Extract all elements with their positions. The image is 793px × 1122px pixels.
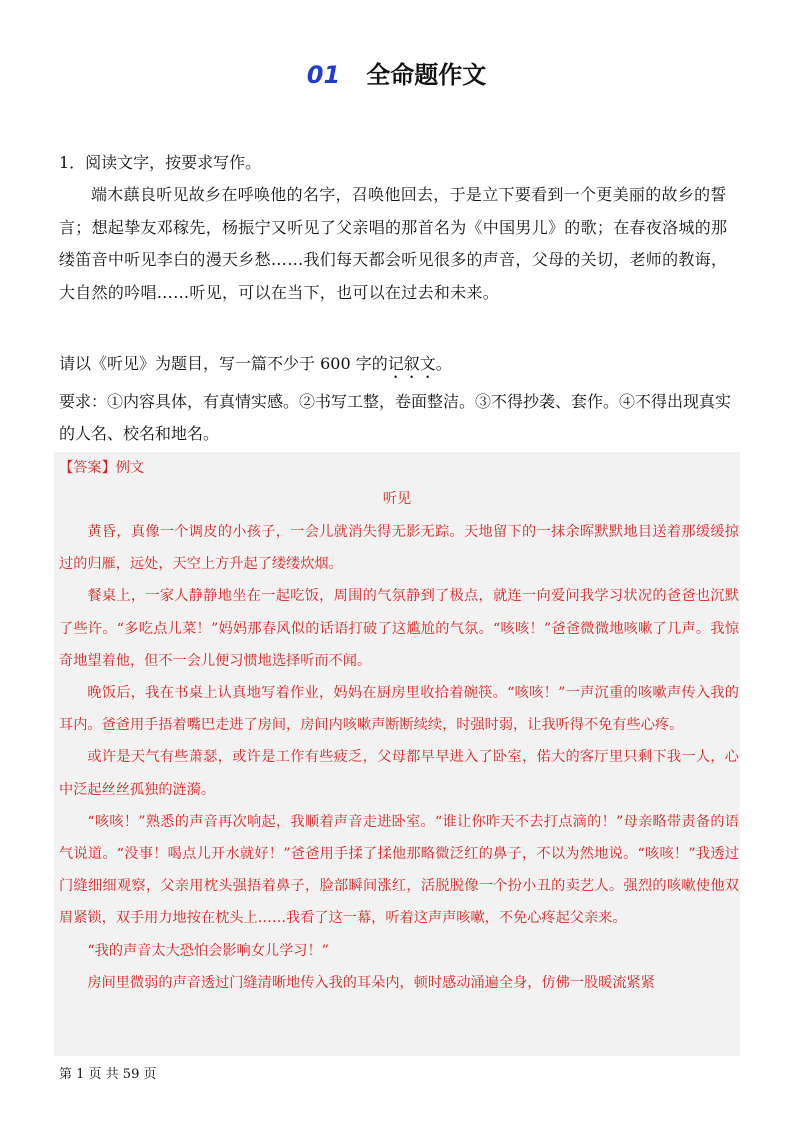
essay-title: 听见 xyxy=(382,491,412,507)
question-heading: 1．阅读文字，按要求写作。 xyxy=(59,153,262,172)
answer-box xyxy=(54,452,740,1056)
prompt-text: 请以《听见》为题目，写一篇不少于 600 字的 xyxy=(59,354,388,373)
essay-paragraph: 晚饭后，我在书桌上认真地写着作业，妈妈在厨房里收拾着碗筷。“咳咳！”一声沉重的咳嗽声传入我的耳内。爸爸用手捂着嘴巴走进了房间，房间内咳嗽声断断续续，时强时弱，让我听得不免有些心疼。 xyxy=(59,685,739,734)
essay-paragraph: “我的声音太大恐怕会影响女儿学习！” xyxy=(87,942,329,959)
essay-body xyxy=(59,516,739,999)
question-requirements: 要求：①内容具体，有真情实感。②书写工整，卷面整洁。③不得抄袭、套作。④不得出现真实的人名、校名和地名。 xyxy=(59,392,732,443)
answer-label: 【答案】例文 xyxy=(59,460,145,476)
question-prompt xyxy=(59,349,744,382)
page-title xyxy=(0,58,793,92)
title-number: 01 xyxy=(306,61,341,89)
question-passage: 端木蕻良听见故乡在呼唤他的名字，召唤他回去，于是立下要看到一个更美丽的故乡的誓言；想起挚友邓稼先，杨振宁又听见了父亲唱的那首名为《中国男儿》的歌；在春夜洛城的那缕笛音中听见李白的漫天乡愁……我们每天都会听见很多的声音，父母的关切，老师的教诲，大自然的吟唱……听见，可以在当下，也可以在过去和未来。 xyxy=(59,185,728,302)
essay-paragraph: “咳咳！”熟悉的声音再次响起，我顺着声音走进卧室。“谁让你昨天不去打点滴的！”母亲略带责备的语气说道。“没事！喝点儿开水就好！”爸爸用手揉了揉他那略微泛红的鼻子，不以为然地说。“咳咳！”我透过门缝细细观察，父亲用枕头强捂着鼻子，脸部瞬间涨红，活脱脱像一个扮小丑的卖艺人。强烈的咳嗽使他双眉紧锁，双手用力地按在枕头上……我看了这一幕，听着这声声咳嗽，不免心疼起父亲来。 xyxy=(59,813,739,927)
essay-paragraph: 餐桌上，一家人静静地坐在一起吃饭，周围的气氛静到了极点，就连一向爱问我学习状况的爸爸也沉默了些许。“多吃点儿菜！”妈妈那春风似的话语打破了这尴尬的气氛。“咳咳！”爸爸微微地咳嗽了几声。我惊奇地望着他，但不一会儿便习惯地选择听而不闻。 xyxy=(59,588,739,669)
prompt-end: 。 xyxy=(435,354,452,373)
prompt-emphasis: 记叙文 xyxy=(387,354,436,373)
essay-paragraph: 黄昏，真像一个调皮的小孩子，一会儿就消失得无影无踪。天地留下的一抹余晖默默地目送着那缓缓掠过的归雁，远处，天空上方升起了缕缕炊烟。 xyxy=(59,524,739,573)
title-text: 全命题作文 xyxy=(366,61,487,89)
essay-paragraph: 房间里微弱的声音透过门缝清晰地传入我的耳朵内，顿时感动涌遍全身，仿佛一股暖流紧紧 xyxy=(87,974,655,991)
essay-paragraph: 或许是天气有些萧瑟，或许是工作有些疲乏，父母都早早进入了卧室，偌大的客厅里只剩下我一人，心中泛起丝丝孤独的涟漪。 xyxy=(59,749,739,798)
page-footer: 第 1 页 共 59 页 xyxy=(59,1067,157,1082)
